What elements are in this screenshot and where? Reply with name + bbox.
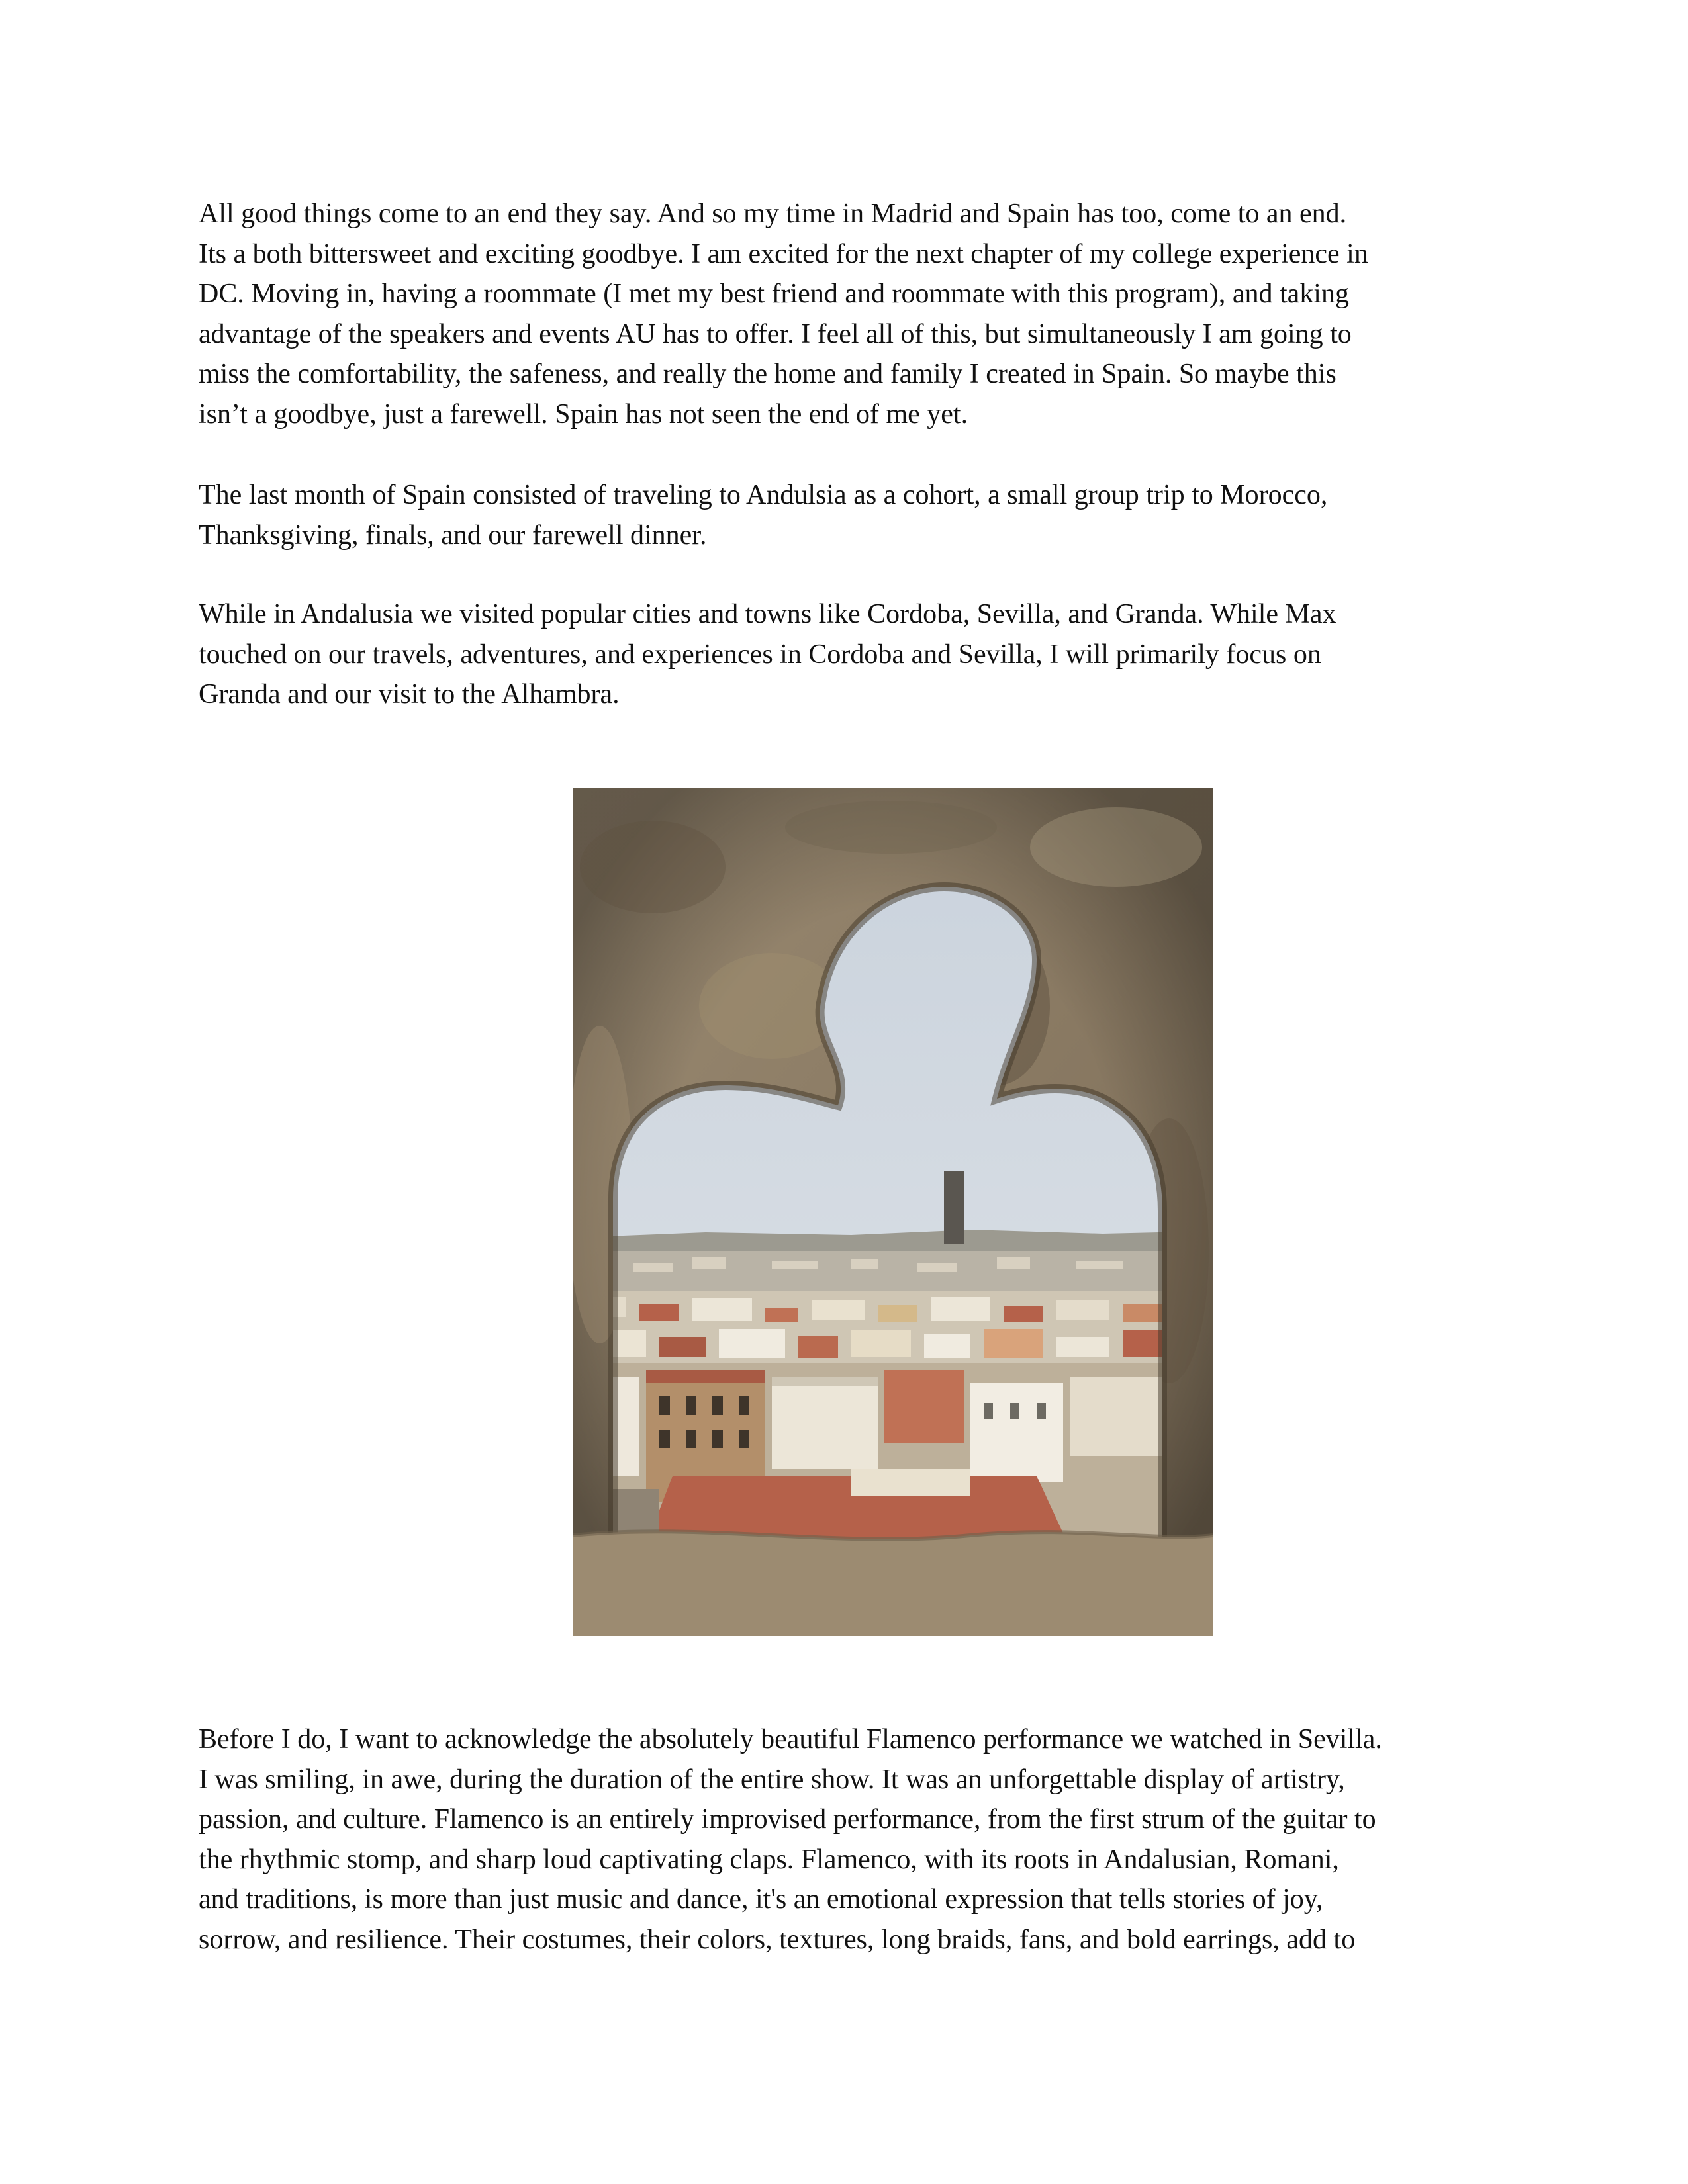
text-line: isn’t a goodbye, just a farewell. Spain has not seen the end of me yet. — [199, 398, 968, 430]
paragraph-andalusia — [199, 594, 1496, 715]
text-line: DC. Moving in, having a roommate (I met my best friend and roommate with this program), and taking — [199, 279, 1349, 310]
text-line: miss the comfortability, the safeness, and really the home and family I created in Spain. So maybe this — [199, 359, 1336, 390]
text-line: All good things come to an end they say. And so my time in Madrid and Spain has too, come to an end. — [199, 199, 1347, 229]
tower — [944, 1171, 964, 1244]
text-line: I was smiling, in awe, during the duration of the entire show. It was an unforgettable display of artistry, — [199, 1764, 1345, 1795]
paragraph-flamenco — [199, 1719, 1496, 1960]
text-line: touched on our travels, adventures, and experiences in Cordoba and Sevilla, I will primarily focus on — [199, 639, 1321, 670]
text-line: sorrow, and resilience. Their costumes, their colors, textures, long braids, fans, and bold earrings, add to — [199, 1924, 1356, 1955]
text-line: advantage of the speakers and events AU has to offer. I feel all of this, but simultaneously I am going to — [199, 318, 1352, 349]
text-line: passion, and culture. Flamenco is an entirely improvised performance, from the first strum of the guitar to — [199, 1804, 1376, 1835]
paragraph-last-month — [199, 475, 1496, 555]
sevilla-arch-photo — [573, 788, 1213, 1636]
text-line: Its a both bittersweet and exciting goodbye. I am excited for the next chapter of my college experience in — [199, 238, 1368, 269]
text-line: While in Andalusia we visited popular cities and towns like Cordoba, Sevilla, and Granda. While Max — [199, 599, 1336, 629]
text-line: the rhythmic stomp, and sharp loud captivating claps. Flamenco, with its roots in Andalusian, Romani, — [199, 1844, 1339, 1875]
paragraph-farewell-intro — [199, 194, 1496, 435]
stone-sill — [573, 1531, 1213, 1636]
text-line: Before I do, I want to acknowledge the absolutely beautiful Flamenco performance we watched in Sevilla. — [199, 1724, 1382, 1754]
photo-illustration — [573, 788, 1213, 1636]
text-line: The last month of Spain consisted of traveling to Andulsia as a cohort, a small group trip to Morocco, — [199, 480, 1328, 510]
text-line: Granda and our visit to the Alhambra. — [199, 679, 620, 710]
text-line: Thanksgiving, finals, and our farewell dinner. — [199, 520, 707, 551]
text-line: and traditions, is more than just music and dance, it's an emotional expression that tells stories of joy, — [199, 1884, 1323, 1915]
